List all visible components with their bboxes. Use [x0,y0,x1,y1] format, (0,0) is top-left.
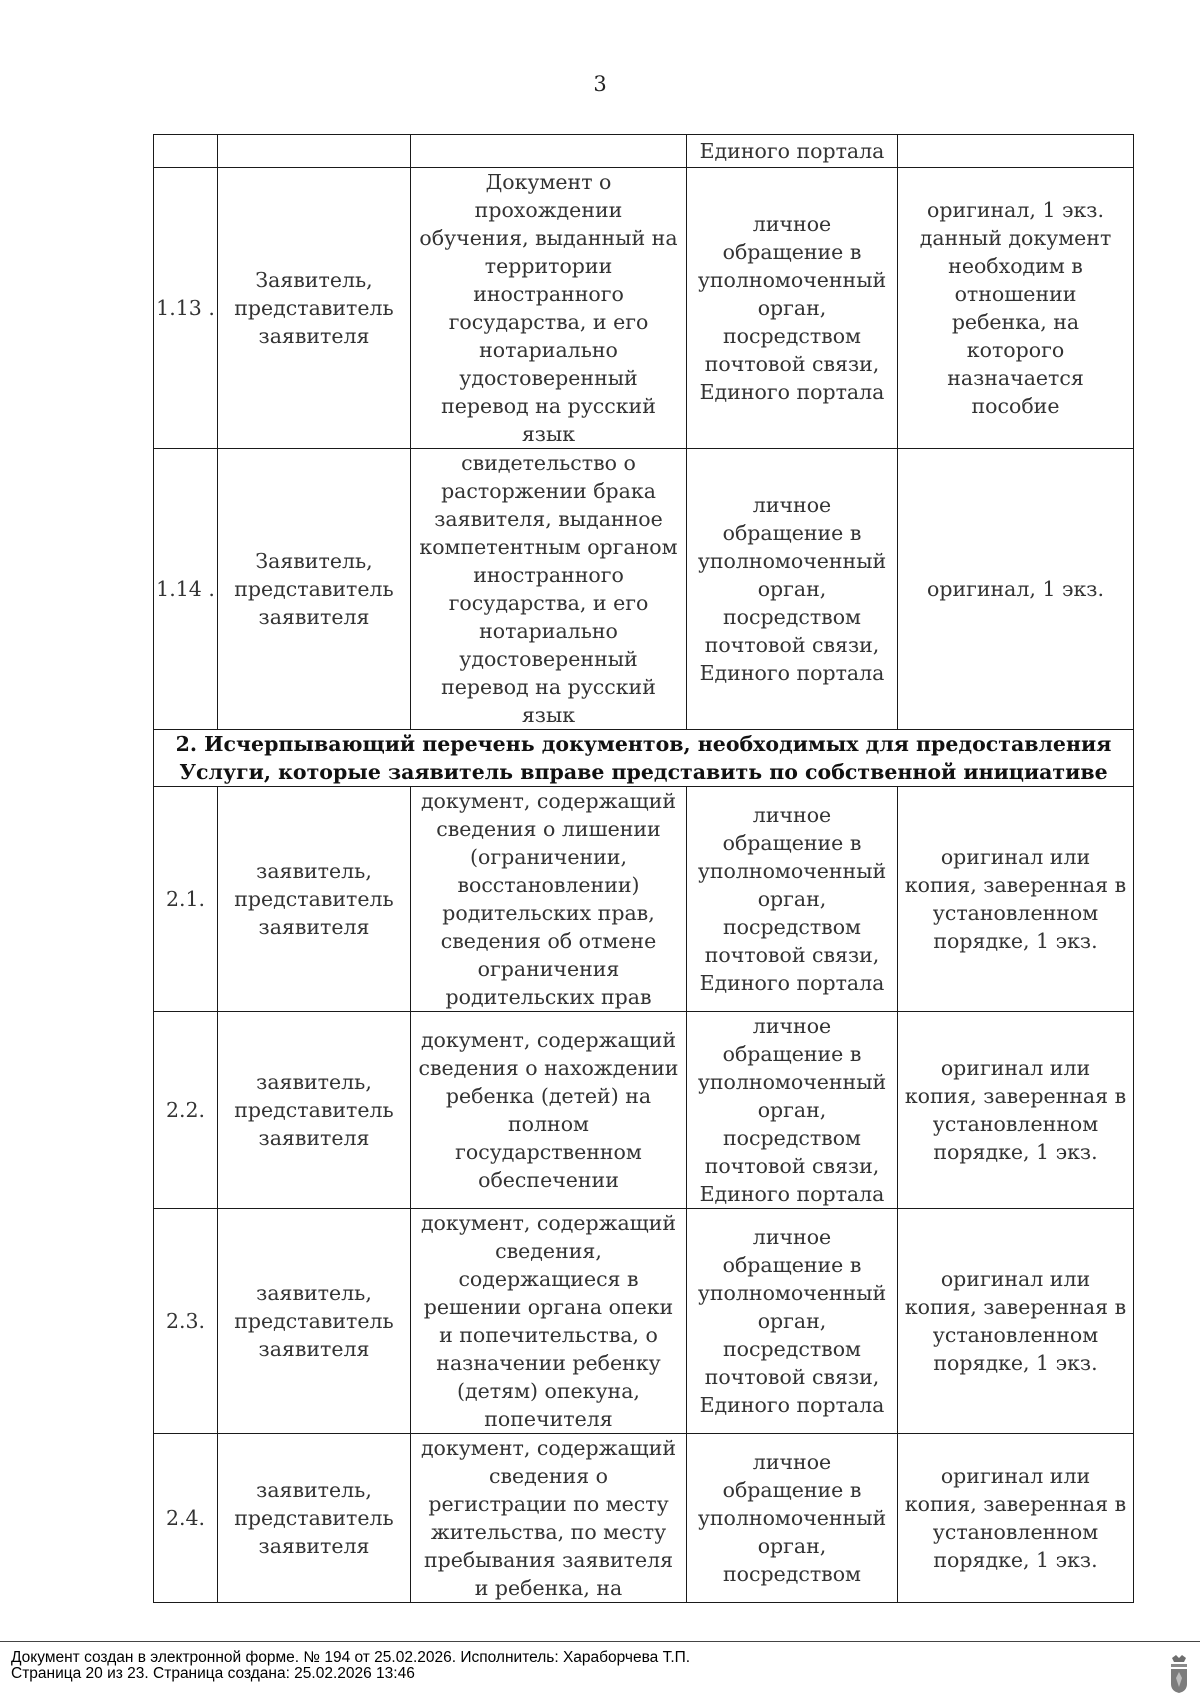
cell-form [898,135,1134,168]
cell-form: оригинал или копия, заверенная в установленном порядке, 1 экз. [898,787,1134,1012]
cell-num: 1.14 . [154,449,218,730]
table-row [154,168,1134,449]
table-row [154,1434,1134,1603]
cell-num: 2.3. [154,1209,218,1434]
cell-document: документ, содержащий сведения о регистрации по месту жительства, по месту пребывания заявителя и ребенка, на [411,1434,687,1603]
table-row-continued [154,135,1134,168]
section-heading: 2. Исчерпывающий перечень документов, необходимых для предоставления Услуги, которые заявитель вправе представить по собственной инициативе [154,730,1134,787]
cell-delivery: личное обращение в уполномоченный орган, посредством [687,1434,898,1603]
cell-num: 1.13 . [154,168,218,449]
cell-document: документ, содержащий сведения, содержащиеся в решении органа опеки и попечительства, о назначении ребенку (детям) опекуна, попечителя [411,1209,687,1434]
table-row [154,787,1134,1012]
cell-form: оригинал, 1 экз. данный документ необходим в отношении ребенка, на которого назначается пособие [898,168,1134,449]
table-row [154,1209,1134,1434]
cell-form: оригинал или копия, заверенная в установленном порядке, 1 экз. [898,1012,1134,1209]
cell-delivery: личное обращение в уполномоченный орган, посредством почтовой связи, Единого портала [687,1209,898,1434]
cell-document: Документ о прохождении обучения, выданный на территории иностранного государства, и его нотариально удостоверенный перевод на русский язык [411,168,687,449]
cell-who: заявитель, представитель заявителя [218,1012,411,1209]
cell-delivery: личное обращение в уполномоченный орган, посредством почтовой связи, Единого портала [687,168,898,449]
cell-form: оригинал или копия, заверенная в установленном порядке, 1 экз. [898,1434,1134,1603]
cell-num [154,135,218,168]
footer-text [11,1650,690,1682]
cell-who: заявитель, представитель заявителя [218,787,411,1012]
cell-who [218,135,411,168]
cell-form: оригинал или копия, заверенная в установленном порядке, 1 экз. [898,1209,1134,1434]
coat-of-arms-icon [1168,1654,1190,1694]
page-number: 3 [593,72,607,96]
table-row [154,1012,1134,1209]
cell-who: заявитель, представитель заявителя [218,1434,411,1603]
cell-num: 2.1. [154,787,218,1012]
cell-document: свидетельство о расторжении брака заявителя, выданное компетентным органом иностранного государства, и его нотариально удостоверенный перевод на русский язык [411,449,687,730]
footer-line-document: Документ создан в электронной форме. № 194 от 25.02.2026. Исполнитель: Хараборчева Т.П. [11,1649,691,1666]
cell-who: Заявитель, представитель заявителя [218,449,411,730]
cell-document: документ, содержащий сведения о лишении (ограничении, восстановлении) родительских прав, сведения об отмене ограничения родительских прав [411,787,687,1012]
document-footer [0,1641,1200,1699]
cell-document [411,135,687,168]
cell-delivery: личное обращение в уполномоченный орган, посредством почтовой связи, Единого портала [687,1012,898,1209]
cell-who: Заявитель, представитель заявителя [218,168,411,449]
cell-delivery: личное обращение в уполномоченный орган, посредством почтовой связи, Единого портала [687,787,898,1012]
footer-line-page: Страница 20 из 23. Страница создана: 25.02.2026 13:46 [11,1665,415,1682]
table-row [154,449,1134,730]
documents-table [153,134,1134,1603]
cell-document: документ, содержащий сведения о нахождении ребенка (детей) на полном государственном обеспечении [411,1012,687,1209]
cell-num: 2.2. [154,1012,218,1209]
section-heading-row [154,730,1134,787]
cell-who: заявитель, представитель заявителя [218,1209,411,1434]
cell-num: 2.4. [154,1434,218,1603]
cell-form: оригинал, 1 экз. [898,449,1134,730]
cell-delivery: Единого портала [687,135,898,168]
cell-delivery: личное обращение в уполномоченный орган, посредством почтовой связи, Единого портала [687,449,898,730]
